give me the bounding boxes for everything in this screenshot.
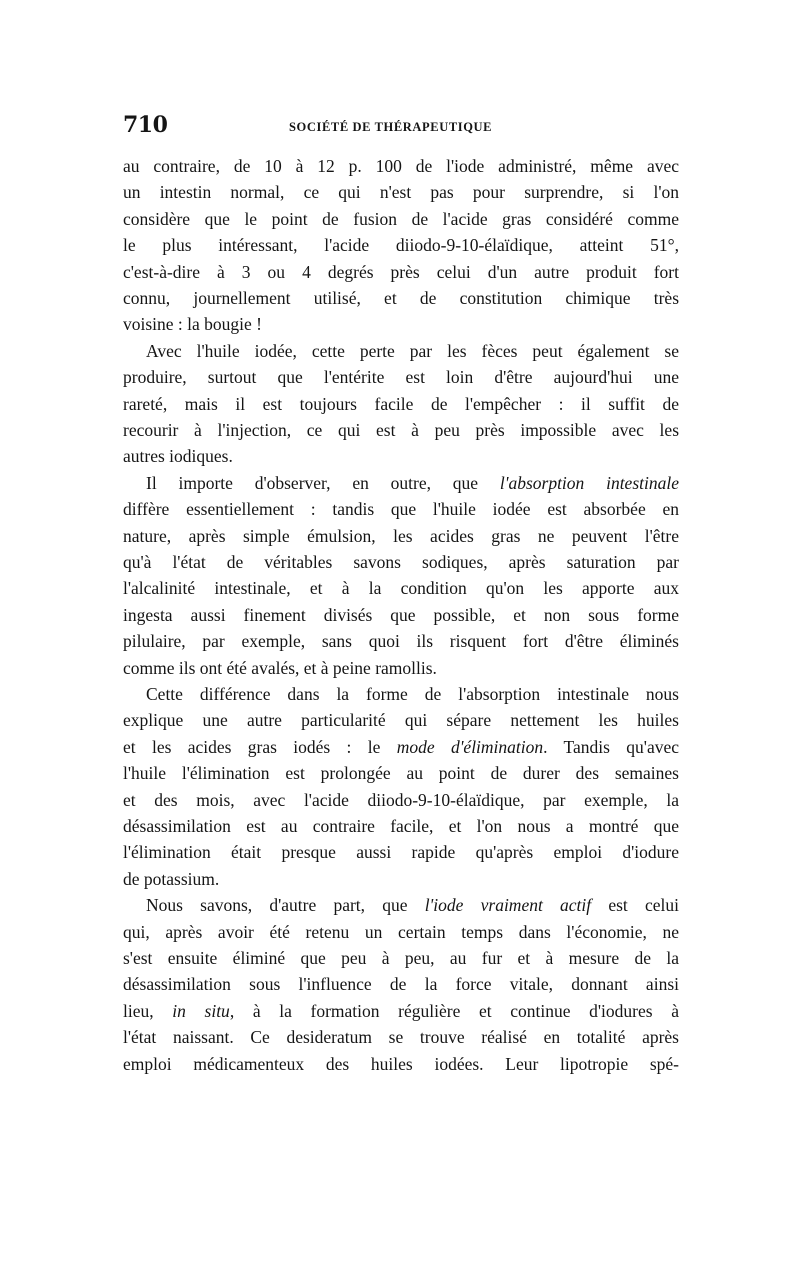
text-line: pilulaire, par exemple, sans quoi ils risquent fort d'être éliminés	[123, 631, 679, 652]
text-segment: , à la formation régulière et continue d'iodures à	[229, 1000, 679, 1021]
text-segment: . Tandis qu'avec	[543, 736, 679, 757]
text-line: l'élimination était presque aussi rapide qu'après emploi d'iodure	[123, 842, 679, 863]
text-line: de potassium.	[123, 868, 220, 889]
italic-phrase: in situ	[172, 1000, 230, 1021]
text-line: le plus intéressant, l'acide diiodo-9-10-élaïdique, atteint 51°,	[123, 235, 679, 256]
running-title: SOCIÉTÉ DE THÉRAPEUTIQUE	[289, 120, 493, 134]
italic-phrase: mode d'élimination	[396, 736, 544, 757]
text-line: explique une autre particularité qui sépare nettement les huiles	[123, 710, 679, 731]
text-line: recourir à l'injection, ce qui est à peu près impossible avec les	[123, 420, 679, 440]
text-line	[123, 998, 679, 1024]
text-line: au contraire, de 10 à 12 p. 100 de l'iode administré, même avec	[123, 156, 679, 176]
text-line: s'est ensuite éliminé que peu à peu, au fur et à mesure de la	[123, 948, 679, 968]
text-line: considère que le point de fusion de l'acide gras considéré comme	[123, 208, 679, 229]
text-line	[146, 470, 679, 496]
text-segment: Il importe d'observer, en outre, que	[146, 472, 500, 493]
page-number: 710	[123, 112, 168, 138]
text-line: comme ils ont été avalés, et à peine ramollis.	[123, 657, 437, 678]
text-segment: et les acides gras iodés : le	[123, 736, 397, 757]
text-line: désassimilation est au contraire facile, et l'on nous a montré que	[123, 816, 679, 836]
text-line: connu, journellement utilisé, et de constitution chimique très	[123, 288, 679, 308]
text-line: et des mois, avec l'acide diiodo-9-10-élaïdique, par exemple, la	[123, 789, 679, 810]
page-header	[123, 112, 679, 142]
text-line: autres iodiques.	[123, 446, 233, 467]
italic-phrase: l'absorption intestinale	[499, 472, 679, 493]
text-line: l'état naissant. Ce desideratum se trouve réalisé en totalité après	[123, 1027, 679, 1048]
text-line: un intestin normal, ce qui n'est pas pour surprendre, si l'on	[123, 182, 679, 203]
text-line: Cette différence dans la forme de l'absorption intestinale nous	[146, 684, 679, 704]
text-segment: Nous savons, d'autre part, que	[146, 895, 425, 916]
text-line: l'alcalinité intestinale, et à la condition qu'on les apporte aux	[123, 578, 679, 599]
text-line: rareté, mais il est toujours facile de l'empêcher : il suffit de	[123, 393, 679, 414]
text-line: l'huile l'élimination est prolongée au point de durer des semaines	[123, 763, 679, 784]
italic-phrase: l'iode vraiment actif	[424, 895, 592, 916]
text-line: qu'à l'état de véritables savons sodiques, après saturation par	[123, 552, 679, 572]
text-line: c'est-à-dire à 3 ou 4 degrés près celui d'un autre produit fort	[123, 261, 679, 282]
text-line: ingesta aussi finement divisés que possible, et non sous forme	[123, 604, 679, 625]
text-line	[146, 892, 679, 918]
text-line	[123, 734, 679, 760]
text-line: diffère essentiellement : tandis que l'huile iodée est absorbée en	[123, 499, 679, 520]
text-line: emploi médicamenteux des huiles iodées. Leur lipotropie spé-	[123, 1053, 679, 1074]
text-segment: est celui	[591, 895, 679, 916]
text-line: voisine : la bougie !	[123, 314, 263, 335]
text-line: qui, après avoir été retenu un certain temps dans l'économie, ne	[123, 921, 679, 942]
text-segment: lieu,	[123, 1000, 173, 1021]
text-line: produire, surtout que l'entérite est loin d'être aujourd'hui une	[123, 367, 679, 388]
text-line: désassimilation sous l'influence de la force vitale, donnant ainsi	[123, 974, 679, 995]
text-line: Avec l'huile iodée, cette perte par les fèces peut également se	[146, 340, 679, 361]
text-line: nature, après simple émulsion, les acides gras ne peuvent l'être	[123, 525, 679, 546]
